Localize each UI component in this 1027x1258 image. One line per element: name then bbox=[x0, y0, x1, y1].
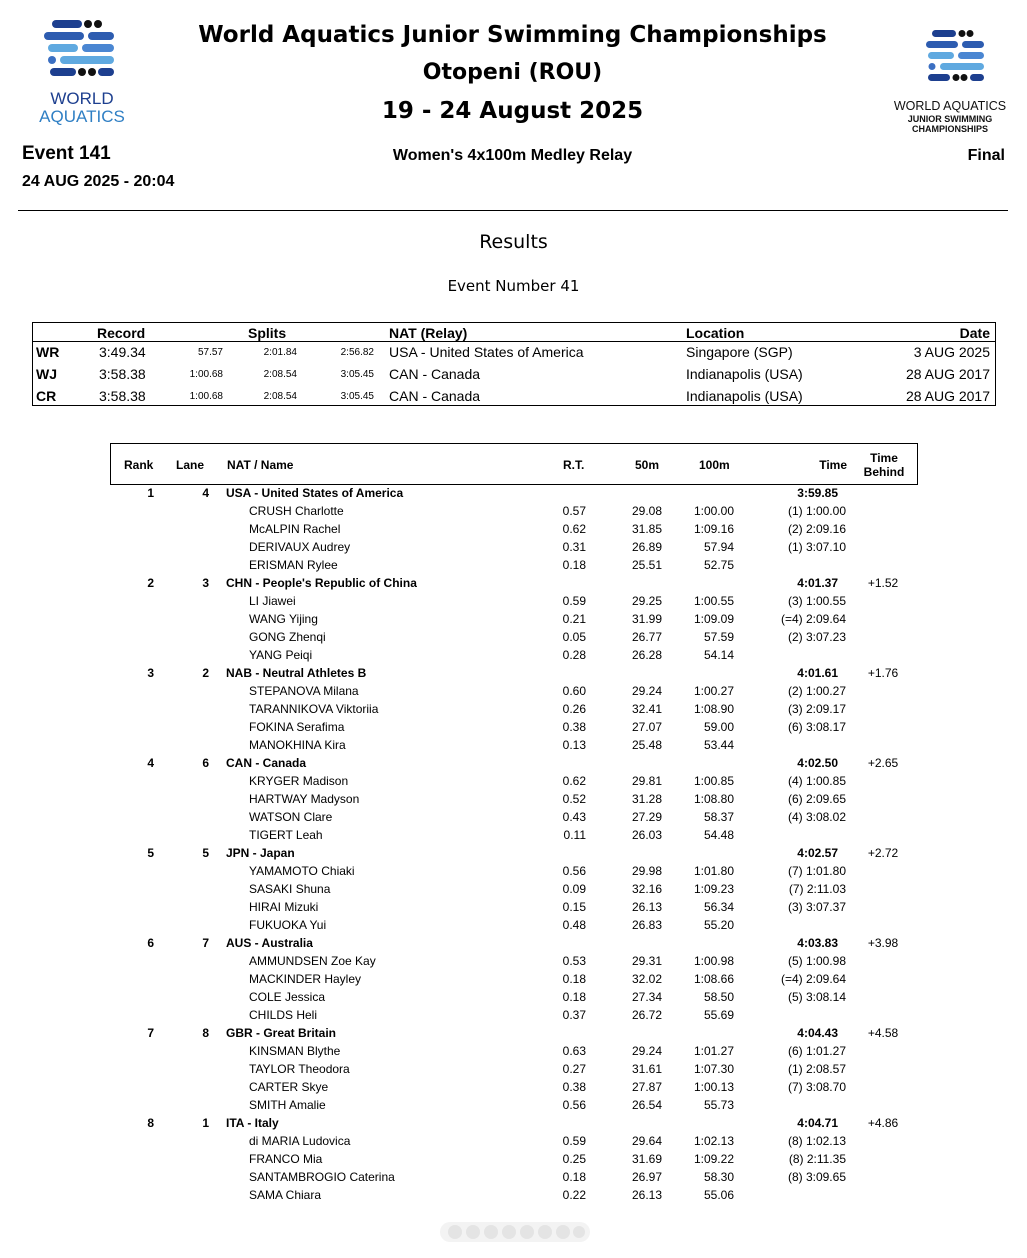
swimmer-name: WATSON Clare bbox=[249, 810, 333, 824]
team-row bbox=[110, 1024, 916, 1042]
team-nat: ITA - Italy bbox=[226, 1116, 279, 1130]
team-time: 4:04.71 bbox=[797, 1116, 838, 1130]
record-nat: CAN - Canada bbox=[389, 388, 481, 404]
swimmer-50m: 29.98 bbox=[631, 864, 662, 878]
swimmer-cumulative: (6) 1:01.27 bbox=[787, 1044, 846, 1058]
swimmer-row bbox=[110, 862, 916, 880]
swimmer-name: TIGERT Leah bbox=[249, 828, 323, 842]
swimmer-cumulative: (6) 3:08.17 bbox=[787, 720, 846, 734]
team-time: 4:01.61 bbox=[797, 666, 838, 680]
swimmer-rt: 0.18 bbox=[562, 972, 586, 986]
swimmer-row bbox=[110, 1168, 916, 1186]
team-nat: USA - United States of America bbox=[226, 486, 404, 500]
swimmer-cumulative: (2) 2:09.16 bbox=[787, 522, 846, 536]
swimmer-row bbox=[110, 556, 916, 574]
swimmer-row bbox=[110, 808, 916, 826]
swimmer-50m: 26.13 bbox=[631, 900, 662, 914]
team-time-behind: +1.76 bbox=[867, 666, 899, 680]
swimmer-rt: 0.21 bbox=[562, 612, 586, 626]
svg-text:CHAMPIONSHIPS: CHAMPIONSHIPS bbox=[911, 124, 989, 134]
swimmer-cumulative: (4) 3:08.02 bbox=[787, 810, 846, 824]
swimmer-50m: 27.87 bbox=[631, 1080, 662, 1094]
swimmer-100m: 1:00.13 bbox=[693, 1080, 734, 1094]
team-nat: NAB - Neutral Athletes B bbox=[226, 666, 367, 680]
team-row bbox=[110, 484, 916, 502]
swimmer-cumulative: (5) 3:08.14 bbox=[787, 990, 846, 1004]
swimmer-row bbox=[110, 880, 916, 898]
splits-col-header: Splits bbox=[248, 325, 287, 341]
record-date: 28 AUG 2017 bbox=[905, 366, 990, 382]
team-rank: 3 bbox=[147, 666, 154, 680]
swimmer-100m: 58.30 bbox=[703, 1170, 734, 1184]
event-phase: Final bbox=[967, 147, 1005, 164]
rt-col-header: R.T. bbox=[563, 458, 585, 472]
swimmer-100m: 1:00.85 bbox=[693, 774, 734, 788]
record-code: WJ bbox=[36, 366, 57, 382]
team-time-behind: +4.58 bbox=[867, 1026, 899, 1040]
swimmer-cumulative: (7) 2:11.03 bbox=[788, 882, 846, 896]
swimmer-100m: 1:09.09 bbox=[693, 612, 734, 626]
swimmer-rt: 0.53 bbox=[562, 954, 586, 968]
swimmer-50m: 26.54 bbox=[631, 1098, 662, 1112]
team-nat: GBR - Great Britain bbox=[226, 1026, 337, 1040]
swimmer-rt: 0.56 bbox=[562, 864, 586, 878]
swimmer-100m: 1:02.13 bbox=[693, 1134, 734, 1148]
swimmer-cumulative: (3) 1:00.55 bbox=[787, 594, 846, 608]
swimmer-cumulative: (5) 1:00.98 bbox=[787, 954, 846, 968]
swimmer-100m: 1:00.55 bbox=[693, 594, 734, 608]
100m-col-header: 100m bbox=[699, 458, 730, 472]
record-split-1: 57.57 bbox=[197, 347, 223, 358]
swimmer-100m: 57.94 bbox=[703, 540, 734, 554]
swimmer-rt: 0.09 bbox=[562, 882, 586, 896]
record-time: 3:49.34 bbox=[99, 344, 146, 360]
swimmer-cumulative: (4) 1:00.85 bbox=[787, 774, 846, 788]
swimmer-name: SMITH Amalie bbox=[249, 1098, 326, 1112]
swimmer-50m: 26.03 bbox=[631, 828, 662, 842]
lane-col-header: Lane bbox=[176, 458, 205, 472]
swimmer-row bbox=[110, 898, 916, 916]
swimmer-50m: 26.83 bbox=[631, 918, 662, 932]
event-name: Women's 4x100m Medley Relay bbox=[392, 147, 633, 164]
swimmer-name: HARTWAY Madyson bbox=[249, 792, 360, 806]
swimmer-row bbox=[110, 1078, 916, 1096]
swimmer-name: TAYLOR Theodora bbox=[249, 1062, 350, 1076]
event-number: Event 141 bbox=[22, 143, 111, 164]
swimmer-50m: 25.48 bbox=[631, 738, 662, 752]
team-time-behind: +2.72 bbox=[867, 846, 899, 860]
team-row bbox=[110, 934, 916, 952]
swimmer-row bbox=[110, 1096, 916, 1114]
swimmer-100m: 58.37 bbox=[703, 810, 734, 824]
swimmer-name: AMMUNDSEN Zoe Kay bbox=[249, 954, 376, 968]
swimmer-name: GONG Zhenqi bbox=[249, 630, 326, 644]
swimmer-rt: 0.25 bbox=[562, 1152, 586, 1166]
record-col-header: Record bbox=[97, 325, 146, 341]
team-time: 4:02.50 bbox=[797, 756, 838, 770]
swimmer-100m: 1:09.22 bbox=[693, 1152, 734, 1166]
50m-col-header: 50m bbox=[635, 458, 660, 472]
record-row bbox=[33, 364, 995, 386]
swimmer-name: MACKINDER Hayley bbox=[249, 972, 362, 986]
team-lane: 1 bbox=[202, 1116, 209, 1130]
swimmer-name: STEPANOVA Milana bbox=[249, 684, 359, 698]
date-col-header: Date bbox=[959, 325, 990, 341]
event-number-heading: Event Number 41 bbox=[447, 277, 580, 295]
swimmer-100m: 59.00 bbox=[703, 720, 734, 734]
swimmer-100m: 53.44 bbox=[703, 738, 734, 752]
competition-dates: 19 - 24 August 2025 bbox=[381, 98, 644, 124]
swimmer-cumulative: (3) 2:09.17 bbox=[787, 702, 846, 716]
swimmer-50m: 32.16 bbox=[631, 882, 662, 896]
record-row bbox=[33, 342, 995, 364]
swimmer-rt: 0.13 bbox=[562, 738, 586, 752]
swimmer-rt: 0.56 bbox=[562, 1098, 586, 1112]
team-time-behind: +2.65 bbox=[867, 756, 899, 770]
swimmer-cumulative: (6) 2:09.65 bbox=[787, 792, 846, 806]
name-col-header: NAT / Name bbox=[227, 458, 294, 472]
team-row bbox=[110, 754, 916, 772]
swimmer-cumulative: (8) 3:09.65 bbox=[787, 1170, 846, 1184]
results-heading: Results bbox=[479, 231, 548, 253]
swimmer-name: CARTER Skye bbox=[249, 1080, 329, 1094]
team-nat: AUS - Australia bbox=[226, 936, 313, 950]
team-time-behind: +3.98 bbox=[867, 936, 899, 950]
swimmer-cumulative: (1) 1:00.00 bbox=[787, 504, 846, 518]
record-split-1: 1:00.68 bbox=[189, 391, 223, 402]
swimmer-cumulative: (3) 3:07.37 bbox=[787, 900, 846, 914]
team-nat: JPN - Japan bbox=[226, 846, 295, 860]
team-rank: 5 bbox=[147, 846, 154, 860]
record-nat: CAN - Canada bbox=[389, 366, 481, 382]
swimmer-100m: 1:01.27 bbox=[693, 1044, 734, 1058]
swimmer-name: WANG Yijing bbox=[249, 612, 318, 626]
swimmer-rt: 0.15 bbox=[562, 900, 586, 914]
swimmer-name: KRYGER Madison bbox=[249, 774, 349, 788]
record-split-3: 2:56.82 bbox=[340, 347, 374, 358]
records-header bbox=[33, 323, 995, 342]
swimmer-rt: 0.38 bbox=[562, 1080, 586, 1094]
swimmer-rt: 0.48 bbox=[562, 918, 586, 932]
swimmer-rt: 0.52 bbox=[562, 792, 586, 806]
swimmer-100m: 1:08.66 bbox=[693, 972, 734, 986]
record-split-3: 3:05.45 bbox=[340, 369, 374, 380]
swimmer-50m: 29.31 bbox=[631, 954, 662, 968]
swimmer-50m: 31.99 bbox=[631, 612, 662, 626]
time-behind-header-line2: Behind bbox=[863, 465, 905, 479]
swimmer-rt: 0.59 bbox=[562, 1134, 586, 1148]
swimmer-cumulative: (=4) 2:09.64 bbox=[780, 972, 846, 986]
swimmer-50m: 27.07 bbox=[631, 720, 662, 734]
swimmer-100m: 58.50 bbox=[703, 990, 734, 1004]
event-datetime: 24 AUG 2025 - 20:04 bbox=[22, 173, 175, 190]
swimmer-rt: 0.60 bbox=[562, 684, 586, 698]
swimmer-rt: 0.28 bbox=[562, 648, 586, 662]
swimmer-cumulative: (2) 1:00.27 bbox=[787, 684, 846, 698]
team-rank: 8 bbox=[147, 1116, 154, 1130]
page-dots-icon bbox=[440, 1220, 590, 1244]
swimmer-rt: 0.31 bbox=[562, 540, 586, 554]
swimmer-row bbox=[110, 610, 916, 628]
swimmer-100m: 55.06 bbox=[703, 1188, 734, 1202]
results-table-header bbox=[110, 443, 918, 485]
swimmer-name: McALPIN Rachel bbox=[249, 522, 341, 536]
record-split-2: 2:08.54 bbox=[263, 369, 297, 380]
swimmer-name: SANTAMBROGIO Caterina bbox=[249, 1170, 395, 1184]
record-location: Indianapolis (USA) bbox=[686, 388, 803, 404]
record-split-2: 2:08.54 bbox=[263, 391, 297, 402]
swimmer-row bbox=[110, 1006, 916, 1024]
competition-location: Otopeni (ROU) bbox=[422, 60, 603, 85]
swimmer-name: LI Jiawei bbox=[249, 594, 296, 608]
swimmer-50m: 29.25 bbox=[631, 594, 662, 608]
swimmer-row bbox=[110, 538, 916, 556]
team-nat: CHN - People's Republic of China bbox=[226, 576, 417, 590]
record-split-2: 2:01.84 bbox=[263, 347, 297, 358]
swimmer-row bbox=[110, 718, 916, 736]
swimmer-100m: 56.34 bbox=[703, 900, 734, 914]
record-location: Indianapolis (USA) bbox=[686, 366, 803, 382]
swimmer-rt: 0.43 bbox=[562, 810, 586, 824]
team-rank: 6 bbox=[147, 936, 154, 950]
swimmer-100m: 55.73 bbox=[703, 1098, 734, 1112]
swimmer-row bbox=[110, 970, 916, 988]
swimmer-row bbox=[110, 1042, 916, 1060]
swimmer-row bbox=[110, 736, 916, 754]
team-lane: 2 bbox=[202, 666, 209, 680]
team-time-behind: +4.86 bbox=[867, 1116, 899, 1130]
swimmer-100m: 52.75 bbox=[703, 558, 734, 572]
junior-championships-emblem-icon bbox=[876, 28, 1024, 138]
swimmer-name: YAMAMOTO Chiaki bbox=[249, 864, 355, 878]
swimmer-50m: 31.85 bbox=[631, 522, 662, 536]
swimmer-rt: 0.05 bbox=[562, 630, 586, 644]
swimmer-100m: 1:09.23 bbox=[693, 882, 734, 896]
record-split-3: 3:05.45 bbox=[340, 391, 374, 402]
record-code: CR bbox=[36, 388, 57, 404]
svg-text:AQUATICS: AQUATICS bbox=[39, 107, 125, 126]
swimmer-rt: 0.38 bbox=[562, 720, 586, 734]
swimmer-name: SAMA Chiara bbox=[249, 1188, 322, 1202]
team-lane: 8 bbox=[202, 1026, 209, 1040]
swimmer-name: DERIVAUX Audrey bbox=[249, 540, 351, 554]
record-row bbox=[33, 386, 995, 408]
swimmer-100m: 1:07.30 bbox=[693, 1062, 734, 1076]
swimmer-100m: 57.59 bbox=[703, 630, 734, 644]
swimmer-cumulative: (7) 1:01.80 bbox=[787, 864, 846, 878]
team-lane: 4 bbox=[202, 486, 209, 500]
swimmer-rt: 0.27 bbox=[562, 1062, 586, 1076]
swimmer-100m: 55.20 bbox=[703, 918, 734, 932]
time-col-header: Time bbox=[819, 458, 847, 472]
swimmer-name: COLE Jessica bbox=[249, 990, 326, 1004]
team-rank: 4 bbox=[147, 756, 154, 770]
swimmer-row bbox=[110, 520, 916, 538]
swimmer-100m: 1:00.27 bbox=[693, 684, 734, 698]
swimmer-cumulative: (1) 3:07.10 bbox=[787, 540, 846, 554]
swimmer-rt: 0.37 bbox=[562, 1008, 586, 1022]
location-col-header: Location bbox=[686, 325, 745, 341]
swimmer-50m: 32.02 bbox=[631, 972, 662, 986]
swimmer-rt: 0.18 bbox=[562, 558, 586, 572]
world-aquatics-emblem-icon bbox=[22, 18, 142, 126]
swimmer-rt: 0.59 bbox=[562, 594, 586, 608]
swimmer-50m: 26.77 bbox=[631, 630, 662, 644]
record-location: Singapore (SGP) bbox=[686, 344, 793, 360]
junior-championships-logo-right bbox=[876, 28, 1024, 138]
swimmer-name: KINSMAN Blythe bbox=[249, 1044, 341, 1058]
swimmer-50m: 29.24 bbox=[631, 1044, 662, 1058]
swimmer-rt: 0.18 bbox=[562, 990, 586, 1004]
nat-col-header: NAT (Relay) bbox=[389, 325, 468, 341]
swimmer-100m: 1:08.90 bbox=[693, 702, 734, 716]
swimmer-name: FRANCO Mia bbox=[249, 1152, 323, 1166]
header-divider bbox=[18, 210, 1008, 211]
swimmer-name: MANOKHINA Kira bbox=[249, 738, 346, 752]
team-time: 4:04.43 bbox=[797, 1026, 838, 1040]
record-time: 3:58.38 bbox=[99, 366, 146, 382]
team-row bbox=[110, 664, 916, 682]
swimmer-name: CRUSH Charlotte bbox=[249, 504, 344, 518]
competition-title: World Aquatics Junior Swimming Championships bbox=[198, 22, 827, 48]
swimmer-row bbox=[110, 1060, 916, 1078]
swimmer-100m: 1:00.00 bbox=[693, 504, 734, 518]
svg-text:JUNIOR SWIMMING: JUNIOR SWIMMING bbox=[907, 114, 993, 124]
swimmer-50m: 26.72 bbox=[631, 1008, 662, 1022]
swimmer-cumulative: (=4) 2:09.64 bbox=[780, 612, 846, 626]
swimmer-row bbox=[110, 592, 916, 610]
page-indicator bbox=[440, 1220, 590, 1244]
swimmer-100m: 1:08.80 bbox=[693, 792, 734, 806]
swimmer-rt: 0.18 bbox=[562, 1170, 586, 1184]
team-lane: 7 bbox=[202, 936, 209, 950]
swimmer-row bbox=[110, 628, 916, 646]
swimmer-50m: 31.28 bbox=[631, 792, 662, 806]
swimmer-rt: 0.22 bbox=[562, 1188, 586, 1202]
team-time: 3:59.85 bbox=[797, 486, 838, 500]
swimmer-row bbox=[110, 772, 916, 790]
swimmer-cumulative: (2) 3:07.23 bbox=[787, 630, 846, 644]
swimmer-row bbox=[110, 826, 916, 844]
swimmer-row bbox=[110, 682, 916, 700]
record-split-1: 1:00.68 bbox=[189, 369, 223, 380]
team-row bbox=[110, 1114, 916, 1132]
swimmer-100m: 1:09.16 bbox=[693, 522, 734, 536]
swimmer-50m: 29.64 bbox=[631, 1134, 662, 1148]
swimmer-name: YANG Peiqi bbox=[249, 648, 313, 662]
swimmer-name: HIRAI Mizuki bbox=[249, 900, 319, 914]
rank-col-header: Rank bbox=[124, 458, 154, 472]
swimmer-row bbox=[110, 1132, 916, 1150]
swimmer-name: CHILDS Heli bbox=[249, 1008, 318, 1022]
team-row bbox=[110, 574, 916, 592]
record-time: 3:58.38 bbox=[99, 388, 146, 404]
team-time-behind: +1.52 bbox=[867, 576, 899, 590]
team-time: 4:02.57 bbox=[797, 846, 838, 860]
team-lane: 3 bbox=[202, 576, 209, 590]
swimmer-row bbox=[110, 502, 916, 520]
swimmer-cumulative: (1) 2:08.57 bbox=[787, 1062, 846, 1076]
swimmer-50m: 26.89 bbox=[631, 540, 662, 554]
swimmer-50m: 26.28 bbox=[631, 648, 662, 662]
swimmer-50m: 26.13 bbox=[631, 1188, 662, 1202]
team-rank: 2 bbox=[147, 576, 154, 590]
swimmer-rt: 0.62 bbox=[562, 522, 586, 536]
team-row bbox=[110, 844, 916, 862]
team-rank: 1 bbox=[147, 486, 154, 500]
swimmer-50m: 27.34 bbox=[631, 990, 662, 1004]
swimmer-row bbox=[110, 700, 916, 718]
swimmer-row bbox=[110, 1150, 916, 1168]
swimmer-rt: 0.57 bbox=[562, 504, 586, 518]
swimmer-rt: 0.62 bbox=[562, 774, 586, 788]
swimmer-name: FOKINA Serafima bbox=[249, 720, 345, 734]
swimmer-name: SASAKI Shuna bbox=[249, 882, 331, 896]
swimmer-row bbox=[110, 1186, 916, 1204]
record-date: 3 AUG 2025 bbox=[913, 344, 990, 360]
swimmer-row bbox=[110, 952, 916, 970]
swimmer-50m: 27.29 bbox=[631, 810, 662, 824]
swimmer-row bbox=[110, 790, 916, 808]
swimmer-50m: 31.61 bbox=[631, 1062, 662, 1076]
swimmer-100m: 54.48 bbox=[703, 828, 734, 842]
records-table bbox=[32, 322, 996, 406]
swimmer-cumulative: (8) 1:02.13 bbox=[787, 1134, 846, 1148]
swimmer-name: TARANNIKOVA Viktoriia bbox=[249, 702, 379, 716]
swimmer-name: di MARIA Ludovica bbox=[249, 1134, 351, 1148]
record-date: 28 AUG 2017 bbox=[905, 388, 990, 404]
record-code: WR bbox=[36, 344, 60, 360]
swimmer-cumulative: (7) 3:08.70 bbox=[787, 1080, 846, 1094]
svg-text:WORLD: WORLD bbox=[50, 89, 114, 108]
swimmer-100m: 55.69 bbox=[703, 1008, 734, 1022]
time-behind-header-line1: Time bbox=[870, 451, 898, 465]
swimmer-50m: 25.51 bbox=[631, 558, 662, 572]
team-nat: CAN - Canada bbox=[226, 756, 307, 770]
swimmer-50m: 31.69 bbox=[631, 1152, 662, 1166]
svg-text:WORLD AQUATICS: WORLD AQUATICS bbox=[893, 99, 1007, 113]
swimmer-rt: 0.63 bbox=[562, 1044, 586, 1058]
swimmer-50m: 26.97 bbox=[631, 1170, 662, 1184]
team-time: 4:01.37 bbox=[797, 576, 838, 590]
world-aquatics-logo-left bbox=[22, 18, 142, 126]
swimmer-50m: 32.41 bbox=[631, 702, 662, 716]
swimmer-100m: 1:00.98 bbox=[693, 954, 734, 968]
team-time: 4:03.83 bbox=[797, 936, 838, 950]
swimmer-rt: 0.26 bbox=[562, 702, 586, 716]
swimmer-row bbox=[110, 988, 916, 1006]
swimmer-row bbox=[110, 646, 916, 664]
swimmer-50m: 29.24 bbox=[631, 684, 662, 698]
swimmer-50m: 29.81 bbox=[631, 774, 662, 788]
team-rank: 7 bbox=[147, 1026, 154, 1040]
swimmer-cumulative: (8) 2:11.35 bbox=[788, 1152, 846, 1166]
team-lane: 6 bbox=[202, 756, 209, 770]
swimmer-row bbox=[110, 916, 916, 934]
swimmer-name: FUKUOKA Yui bbox=[249, 918, 327, 932]
record-nat: USA - United States of America bbox=[389, 344, 584, 360]
swimmer-100m: 1:01.80 bbox=[693, 864, 734, 878]
swimmer-name: ERISMAN Rylee bbox=[249, 558, 338, 572]
swimmer-rt: 0.11 bbox=[563, 828, 586, 842]
team-lane: 5 bbox=[202, 846, 209, 860]
swimmer-50m: 29.08 bbox=[631, 504, 662, 518]
swimmer-100m: 54.14 bbox=[703, 648, 734, 662]
